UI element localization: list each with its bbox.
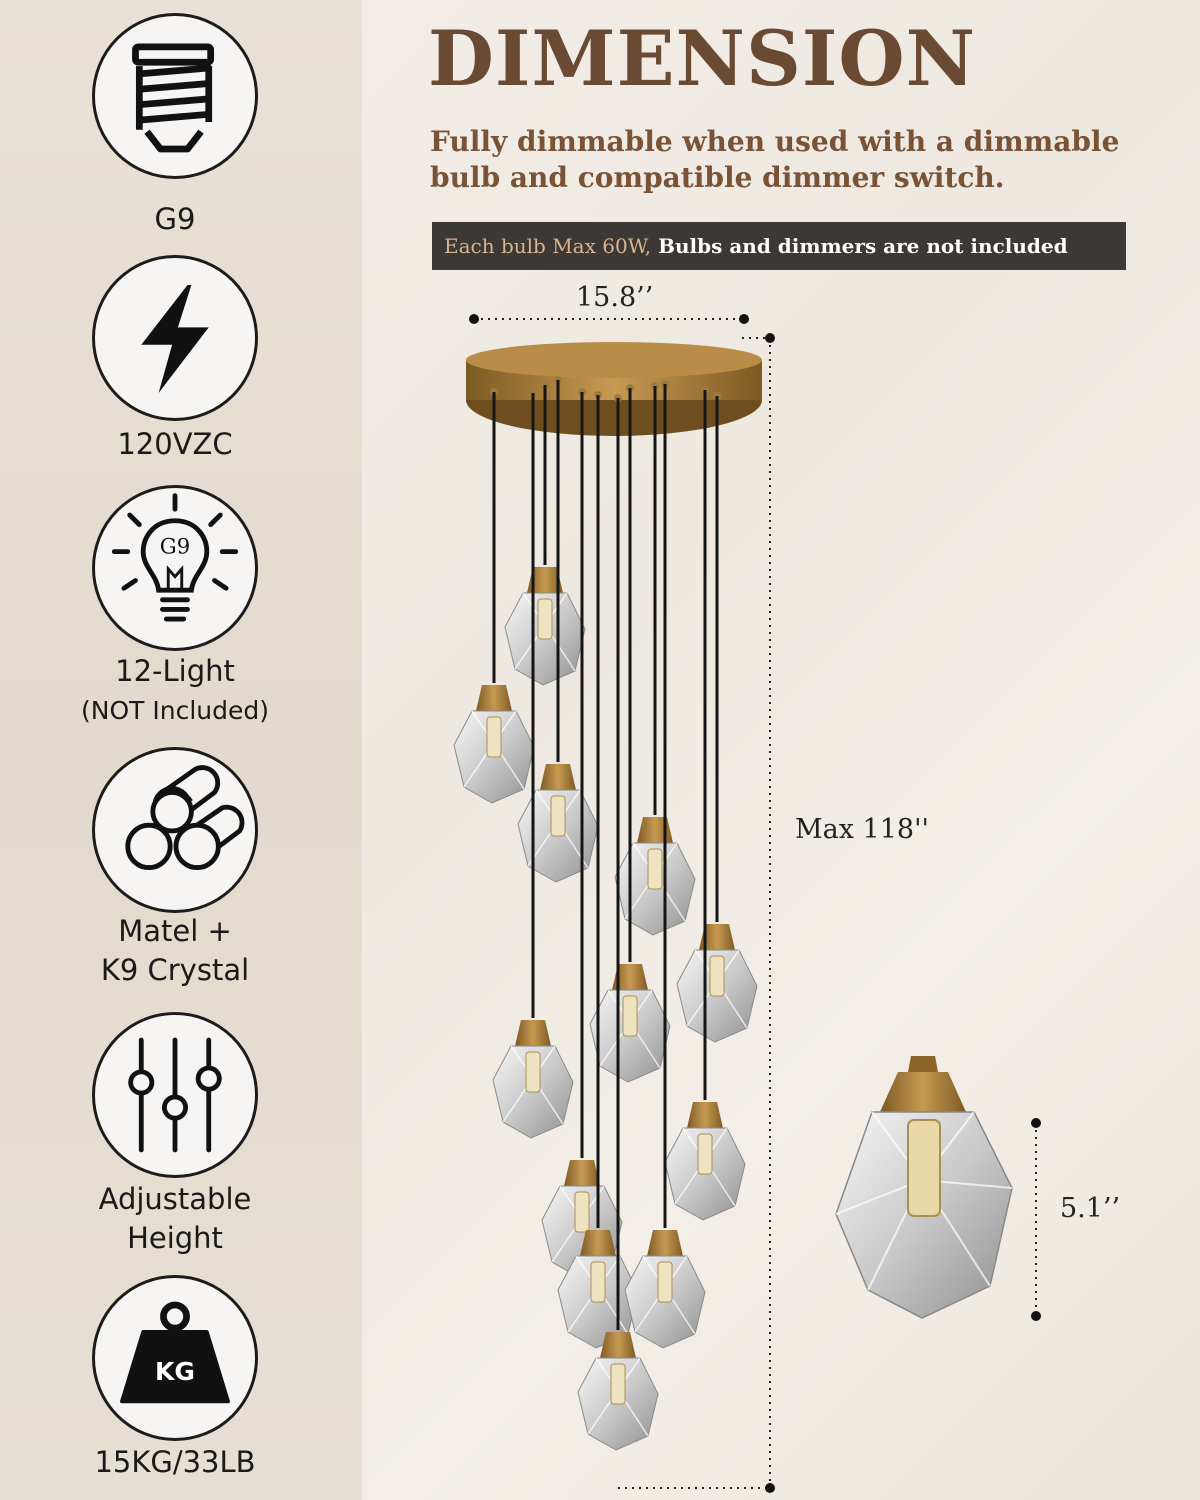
feature-label-material-line1: Matel + xyxy=(118,914,232,948)
feature-label-material-line2: K9 Crystal xyxy=(100,953,250,987)
bulb-type-text: G9 xyxy=(159,533,191,559)
feature-label-lights-main: 12-Light xyxy=(115,654,235,688)
dimmable-description-line2: bulb and compatible dimmer switch. xyxy=(430,161,1005,194)
feature-label-adjustable-line2: Height xyxy=(127,1221,223,1255)
pendant-4 xyxy=(615,382,695,935)
feature-label-base: G9 xyxy=(154,202,196,236)
pendant-5 xyxy=(677,392,757,1042)
pendant-height-label: 5.1’’ xyxy=(1060,1193,1121,1224)
dimmable-description-line1: Fully dimmable when used with a dimmable xyxy=(430,125,1120,158)
pendant-lights xyxy=(454,376,757,1450)
feature-label-voltage: 120VZC xyxy=(117,427,233,461)
bulb-wattage-note: Each bulb Max 60W, xyxy=(444,234,652,258)
bulbs-not-included-note: Bulbs and dimmers are not included xyxy=(651,234,1068,258)
pendant-6 xyxy=(590,384,670,1082)
pendant-8 xyxy=(665,386,745,1220)
feature-label-weight: 15KG/33LB xyxy=(94,1445,256,1479)
feature-label-lights-note: (NOT Included) xyxy=(81,696,269,725)
single-pendant-detail xyxy=(836,1056,1012,1318)
width-dimension-line xyxy=(469,314,749,324)
page-title: DIMENSION xyxy=(428,14,977,103)
height-dimension-label: Max 118'' xyxy=(795,814,929,845)
weight-unit-text: KG xyxy=(155,1357,195,1387)
width-dimension-label: 15.8’’ xyxy=(576,282,654,313)
feature-label-adjustable-line1: Adjustable xyxy=(98,1182,252,1216)
pendant-dimension-line xyxy=(1031,1118,1041,1321)
